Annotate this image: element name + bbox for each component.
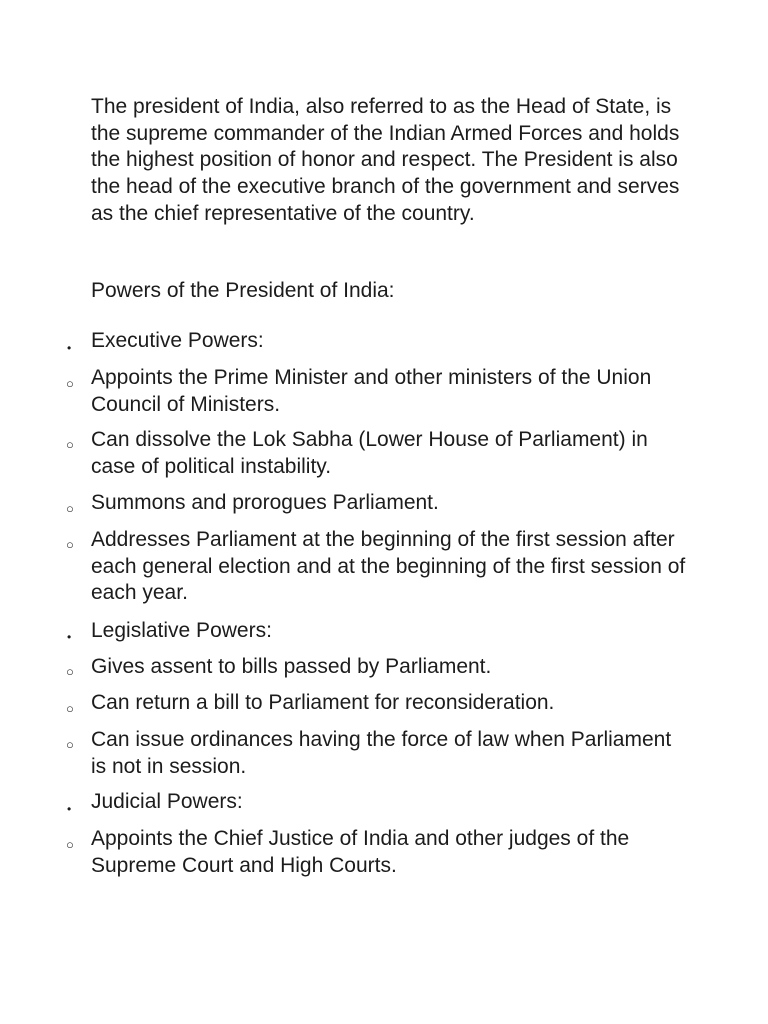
list-item-appoints-chief-justice: Appoints the Chief Justice of India and other judges of the Supreme Court and High Courts. bbox=[91, 827, 630, 877]
list-item-return-bill: Can return a bill to Parliament for reconsideration. bbox=[91, 691, 555, 714]
hollow-bullet-icon: ○ bbox=[66, 737, 74, 752]
hollow-bullet-icon: ○ bbox=[66, 501, 74, 516]
hollow-bullet-icon: ○ bbox=[66, 376, 74, 391]
hollow-bullet-icon: ○ bbox=[66, 701, 74, 716]
hollow-bullet-icon: ○ bbox=[66, 437, 74, 452]
hollow-bullet-icon: ○ bbox=[66, 664, 74, 679]
list-item-dissolve-lok-sabha: Can dissolve the Lok Sabha (Lower House of Parliament) in case of political instability. bbox=[91, 428, 648, 478]
list-item-addresses-parliament: Addresses Parliament at the beginning of the first session after each general election and at the beginning of the first session of each year. bbox=[91, 528, 686, 605]
filled-bullet-icon: • bbox=[67, 802, 72, 816]
filled-bullet-icon: • bbox=[67, 630, 72, 644]
section-heading: Powers of the President of India: bbox=[91, 279, 395, 302]
filled-bullet-icon: • bbox=[67, 341, 72, 355]
list-item-judicial-powers: Judicial Powers: bbox=[91, 790, 243, 813]
list-item-issue-ordinances: Can issue ordinances having the force of law when Parliament is not in session. bbox=[91, 728, 672, 778]
list-item-gives-assent: Gives assent to bills passed by Parliament. bbox=[91, 655, 492, 678]
hollow-bullet-icon: ○ bbox=[66, 837, 74, 852]
list-item-summons-parliament: Summons and prorogues Parliament. bbox=[91, 491, 439, 514]
intro-paragraph: The president of India, also referred to as the Head of State, is the supreme commander of the Indian Armed Forces and holds the highest position of honor and respect. The President is also the head of the executive branch of the government and serves as the chief representative of the country. bbox=[91, 95, 680, 225]
list-item-appoints-prime-minister: Appoints the Prime Minister and other ministers of the Union Council of Ministers. bbox=[91, 366, 652, 416]
list-item-executive-powers: Executive Powers: bbox=[91, 329, 264, 352]
hollow-bullet-icon: ○ bbox=[66, 537, 74, 552]
list-item-legislative-powers: Legislative Powers: bbox=[91, 619, 272, 642]
